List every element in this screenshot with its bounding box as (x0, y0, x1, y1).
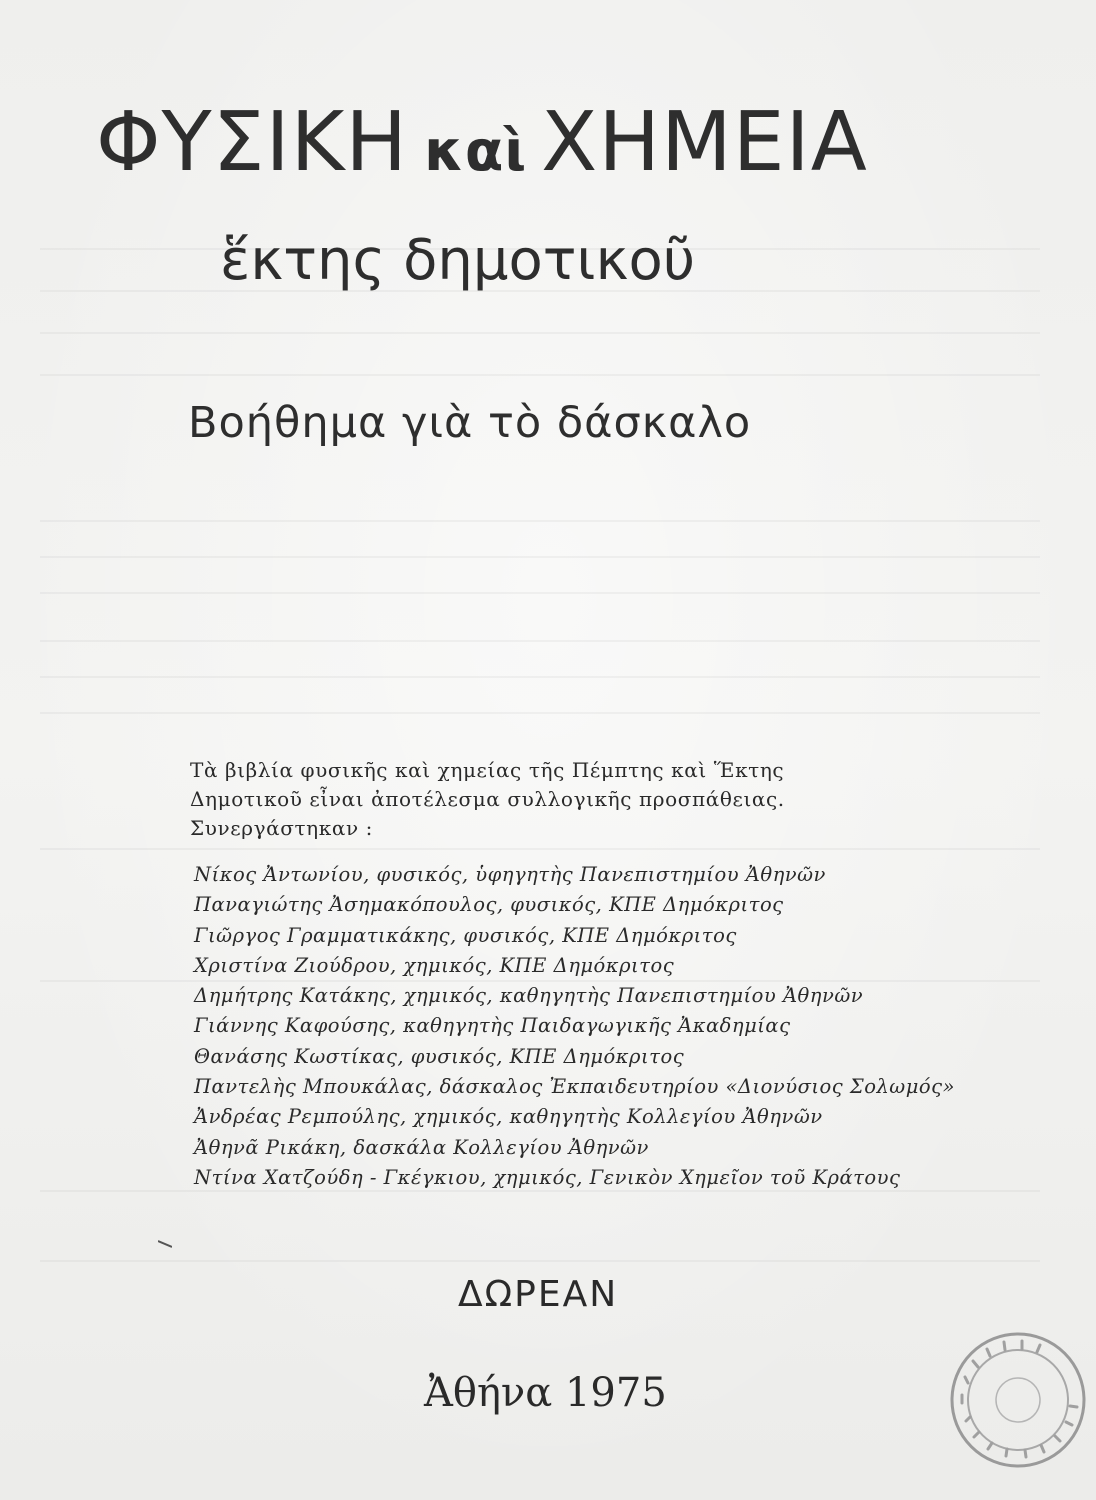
contributor-item: Χριστίνα Ζιούδρου, χημικός, ΚΠΕ Δημόκριτος (194, 953, 675, 977)
contributor-item: Γιῶργος Γραμματικάκης, φυσικός, ΚΠΕ Δημόκριτος (194, 923, 737, 947)
bleed-through-line (40, 592, 1040, 594)
contributor-item: Νίκος Ἀντωνίου, φυσικός, ὑφηγητὴς Πανεπιστημίου Ἀθηνῶν (194, 863, 826, 886)
title-chemistry: ΧΗΜΕΙΑ (541, 95, 868, 190)
bleed-through-line (40, 676, 1040, 678)
contributor-item: Γιάννης Καφούσης, καθηγητὴς Παιδαγωγικῆς Ἀκαδημίας (194, 1014, 791, 1038)
intro-line: Συνεργάστηκαν : (190, 816, 373, 840)
bleed-through-line (40, 332, 1040, 334)
free-distribution-label: ΔΩΡΕΑΝ (458, 1274, 619, 1315)
bleed-through-line (40, 1260, 1040, 1262)
contributor-item: Παναγιώτης Ἀσημακόπουλος, φυσικός, ΚΠΕ Δημόκριτος (194, 893, 784, 917)
bleed-through-line (40, 520, 1040, 522)
intro-line: Τὰ βιβλία φυσικῆς καὶ χημείας τῆς Πέμπτης καὶ Ἕκτης (190, 758, 785, 782)
contributor-item: Θανάσης Κωστίκας, φυσικός, ΚΠΕ Δημόκριτος (194, 1044, 685, 1068)
contributor-item: Ἀθηνᾶ Ρικάκη, δασκάλα Κολλεγίου Ἀθηνῶν (194, 1135, 649, 1159)
intro-paragraph (190, 756, 910, 843)
bleed-through-line (40, 374, 1040, 376)
bleed-through-line (40, 712, 1040, 714)
contributor-item: Παντελὴς Μπουκάλας, δάσκαλος Ἐκπαιδευτηρίου «Διονύσιος Σολωμός» (194, 1075, 955, 1099)
title-conjunction: καὶ (424, 119, 528, 184)
intro-line: Δημοτικοῦ εἶναι ἀποτέλεσμα συλλογικῆς προσπάθειας. (190, 787, 785, 811)
teacher-aid-title: Βοήθημα γιὰ τὸ δάσκαλο (188, 398, 752, 448)
bleed-through-line (40, 556, 1040, 558)
contributor-item: Δημήτρης Κατάκης, χημικός, καθηγητὴς Πανεπιστημίου Ἀθηνῶν (194, 984, 864, 1008)
contributor-item: Ἀνδρέας Ρεμπούλης, χημικός, καθηγητὴς Κολλεγίου Ἀθηνῶν (194, 1105, 823, 1129)
title-physics: ΦΥΣΙΚΗ (96, 95, 409, 190)
printer-mark-icon (158, 1240, 172, 1248)
library-stamp-icon (940, 1325, 1090, 1475)
book-title (96, 95, 996, 190)
contributor-item: Ντίνα Χατζούδη - Γκέγκιου, χημικός, Γενικὸν Χημεῖον τοῦ Κράτους (194, 1165, 901, 1189)
contributor-list (194, 860, 994, 1193)
publication-imprint: Ἀθήνα 1975 (424, 1370, 667, 1416)
bleed-through-line (40, 640, 1040, 642)
grade-subtitle: ἕκτης δημοτικοῦ (220, 228, 696, 293)
bleed-through-line (40, 848, 1040, 850)
